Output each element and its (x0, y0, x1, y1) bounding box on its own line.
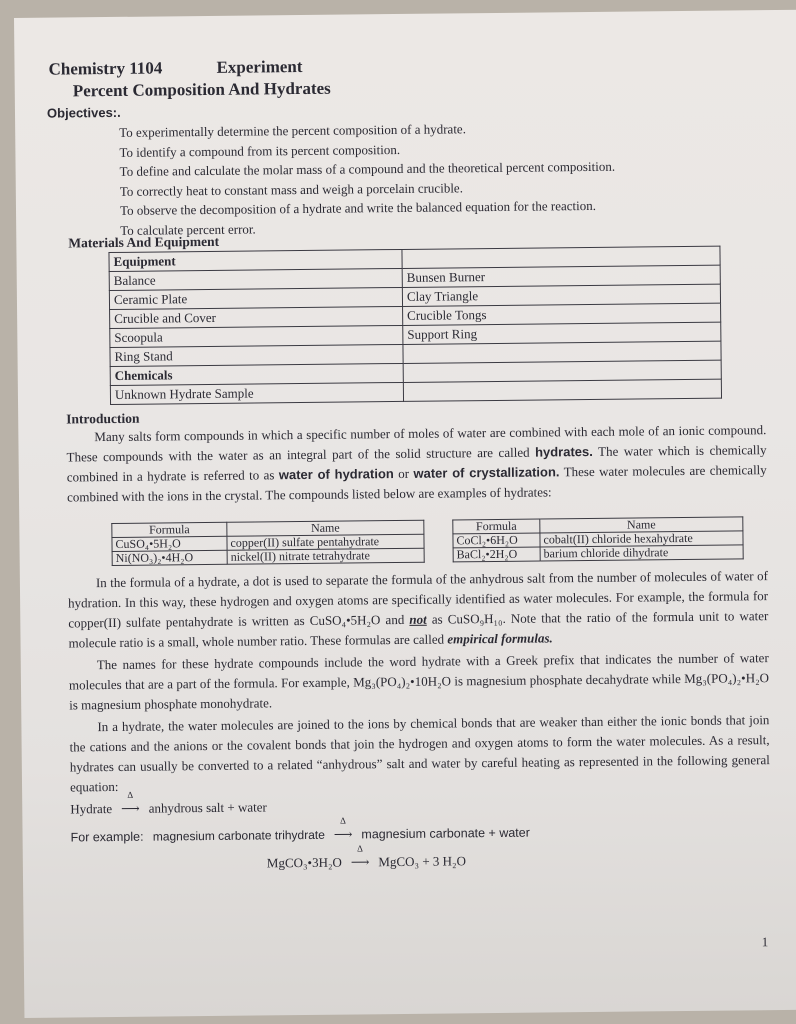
objective-item: To correctly heat to constant mass and weigh a porcelain crucible. (119, 180, 463, 199)
equipment-cell: Bunsen Burner (402, 265, 720, 287)
equipment-cell: Scoopula (110, 325, 403, 347)
intro-paragraph-2: In the formula of a hydrate, a dot is used to separate the formula of the anhydrous salt from the number of molecules of water of hydration. In this way, these hydrogen and oxygen atoms are specifically identified as water molecules. For example, the formula for copper(II) sulfate pentahydrate is written as CuSO₄•5H₂O and not as CuSO₉H₁₀. Note that the ratio of the formula unit to water molecule ratio is a small, whole number ratio. These formulas are called empirical formulas. (68, 568, 769, 651)
example-equation: For example: magnesium carbonate trihydrate Δ ⟶ magnesium carbonate + water (70, 815, 530, 845)
column-header: Formula (112, 522, 227, 537)
objective-item: To experimentally determine the percent composition of a hydrate. (119, 121, 466, 140)
name-cell: copper(II) sulfate pentahydrate (227, 534, 424, 550)
page-number: 1 (761, 934, 769, 950)
heat-arrow-icon: Δ ⟶ (350, 843, 370, 870)
objectives-heading: Objectives:. (46, 104, 121, 121)
formula-equation: MgCO₃•3H₂O Δ ⟶ MgCO₃ + 3 H₂O (266, 843, 466, 871)
objective-item: To identify a compound from its percent composition. (119, 141, 401, 160)
equipment-cell: Crucible Tongs (403, 303, 721, 325)
equipment-cell: Clay Triangle (402, 284, 720, 306)
introduction-heading: Introduction (66, 410, 140, 427)
formula-cell: CuSO₄•5H₂O (112, 536, 227, 551)
equipment-cell: Ceramic Plate (109, 287, 402, 309)
experiment-title: Percent Composition And Hydrates (72, 78, 331, 101)
equipment-cell: Ring Stand (110, 344, 403, 366)
column-header: Name (227, 520, 424, 536)
equipment-cell: Crucible and Cover (110, 306, 403, 328)
chemicals-header: Chemicals (110, 363, 403, 385)
document-page (14, 10, 796, 1018)
equipment-table (108, 246, 722, 405)
course-title: Chemistry 1104 (48, 58, 163, 79)
materials-heading: Materials And Equipment (68, 233, 220, 251)
heat-arrow-icon: Δ ⟶ (121, 789, 140, 816)
column-header: Name (540, 517, 743, 533)
objectives-list (119, 118, 616, 241)
intro-paragraph-4: In a hydrate, the water molecules are joined to the ions by chemical bonds that are weaker than either the ionic bonds that join the cations and the anions or the covalent bonds that join the hydrogen and oxygen atoms to form the water molecules. As a result, hydrates can usually be converted to a related “anhydrous” salt and water by careful heating as represented in the following general equation: (69, 712, 770, 795)
formula-cell: BaCl₂•2H₂O (453, 547, 540, 562)
column-header: Formula (453, 519, 540, 534)
hydrate-examples-table (111, 516, 743, 566)
intro-paragraph-1: Many salts form compounds in which a specific number of moles of water are combined with each mole of an ionic compound. These compounds with the water as an integral part of the solid structure are called hydrates. The water which is chemically combined in a hydrate is referred to as water of hydration or water of crystallization. These water molecules are chemically combined with the ions in the crystal. The compounds listed below are examples of hydrates: (66, 422, 767, 505)
experiment-label: Experiment (216, 56, 303, 77)
heat-arrow-icon: Δ ⟶ (333, 815, 353, 842)
equipment-header: Equipment (109, 249, 402, 271)
intro-paragraph-3: The names for these hydrate compounds include the word hydrate with a Greek prefix that indicates the number of water molecules that are a part of the formula. For example, Mg₃(PO₄)₂•10H₂O is magnesium phosphate decahydrate while Mg₃(PO₄)₂•H₂O is magnesium phosphate monohydrate. (68, 650, 770, 713)
equipment-cell: Balance (109, 268, 402, 290)
formula-cell: Ni(NO₃)₂•4H₂O (112, 550, 227, 565)
objective-item: To observe the decomposition of a hydrate and write the balanced equation for the reaction. (119, 198, 597, 219)
objective-item: To calculate percent error. (120, 221, 256, 238)
equipment-cell: Support Ring (403, 322, 721, 344)
general-equation: Hydrate Δ ⟶ anhydrous salt + water (70, 789, 267, 817)
name-cell: barium chloride dihydrate (540, 545, 743, 561)
name-cell: cobalt(II) chloride hexahydrate (540, 531, 743, 547)
objective-item: To define and calculate the molar mass of a compound and the theoretical percent composition. (119, 158, 616, 180)
formula-cell: CoCl₂•6H₂O (453, 533, 540, 548)
name-cell: nickel(II) nitrate tetrahydrate (227, 548, 424, 564)
chemical-cell: Unknown Hydrate Sample (110, 382, 403, 404)
